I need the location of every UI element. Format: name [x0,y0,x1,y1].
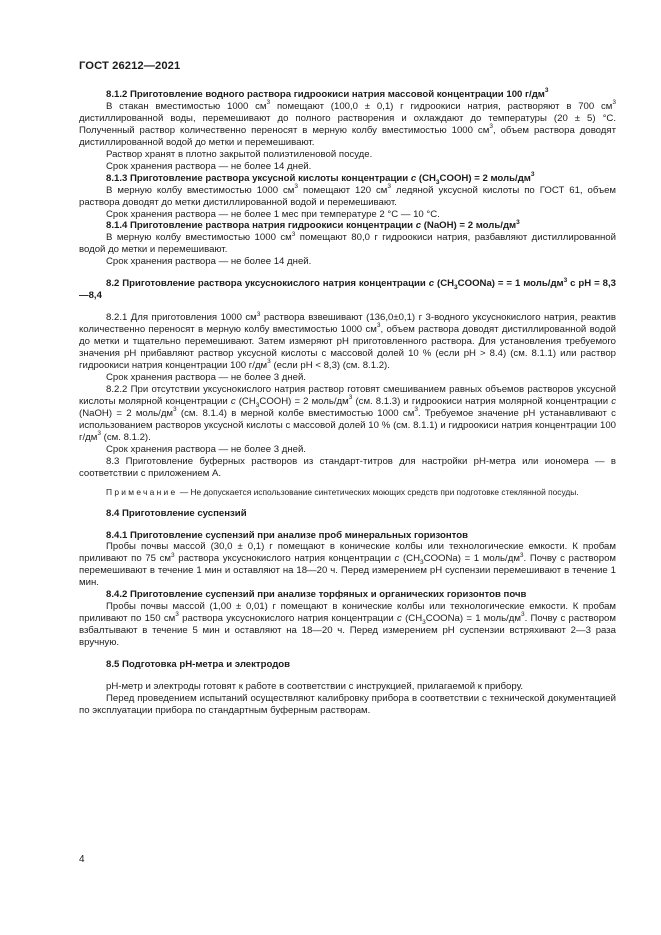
section-heading: 8.4 Приготовление суспензий [106,507,247,519]
body-paragraph: Пробы почвы массой (1,00 ± 0,01) г помещают в конические колбы или технологические емкости. К пробам приливают по 150 $см^3$ раствора уксуснокислого натрия концентрации c $(CH_3COONa) = 1$ моль/$дм^3$. Почву с раствором взбалтывают в течение 5 мин и оставляют на 18—20 ч. Перед измерением рН суспензии встряхивают 2—3 раза вручную. [79,601,616,649]
body-paragraph: Раствор хранят в плотно закрытой полиэтиленовой посуде. [106,148,373,160]
body-paragraph: Срок хранения раствора — не более 3 дней. [106,443,306,455]
document-body [79,89,616,717]
body-paragraph: Срок хранения раствора — не более 14 дней. [106,256,312,268]
section-heading: 8.1.4 Приготовление раствора натрия гидроокиси концентрации c (NaOH) = 2 моль/$дм^3$ [106,218,520,232]
body-paragraph: 8.2.2 При отсутствии уксуснокислого натрия раствор готовят смешиванием равных объемов растворов уксусной кислоты молярной концентрации c $(CH_3COOH) = 2$ моль/$дм^3$ (см. 8.1.3) и гидроокиси натрия молярной концентрации c (NaOH) = 2 моль/$дм^3$ (см. 8.1.4) в мерной колбе вместимостью 1000 $см^3$. Требуемое значение рН устанавливают с использованием растворов уксусной кислоты с массовой долей 10 % (см. 8.1.1) и гидроокиси натрия концентрации 100 $г/дм^3$ (см. 8.1.2). [79,383,616,443]
body-paragraph: 8.3 Приготовление буферных растворов из стандарт-титров для настройки рН-метра или иономера — в соответствии с приложением А. [79,455,616,479]
body-paragraph: Срок хранения раствора — не более 14 дней. [106,160,312,172]
body-paragraph: Срок хранения раствора — не более 1 мес при температуре 2 °С — 10 °С. [106,208,440,220]
body-paragraph: 8.2.1 Для приготовления 1000 $см^3$ раствора взвешивают (136,0±0,1) г 3-водного уксуснокислого натрия, реактив количественно переносят в мерную колбу вместимостью 1000 $см^3$, объем раствора доводят дистиллированной водой до метки и тщательно перемешивают. Затем измеряют рН приготовленного раствора. Для установления требуемого значения рН прибавляют раствор уксусной кислоты с массовой долей 10 % (если рН > 8.4) (см. 8.1.1) или раствор гидроокиси натрия концентрации 100 $г/дм^3$ (если рН < 8,3) (см. 8.1.2). [79,310,616,372]
body-paragraph: В мерную колбу вместимостью 1000 $см^3$ помещают 80,0 г гидроокиси натрия, разбавляют дистиллированной водой до метки и перемешивают. [79,230,616,256]
body-paragraph: Пробы почвы массой (30,0 ± 0,1) г помещают в конические колбы или технологические емкости. К пробам приливают по 75 $см^3$ раствора уксуснокислого натрия концентрации c $(CH_3COONa) = 1$ моль/$дм^3$. Почву с раствором перемешивают в течение 1 мин и оставляют на 18—20 ч. Перед измерением рН суспензии перемешивают в течение 1 мин. [79,541,617,589]
body-paragraph: Перед проведением испытаний осуществляют калибровку прибора в соответствии с технической документацией по эксплуатации прибора по стандартным буферным растворам. [79,692,616,716]
section-heading: 8.5 Подготовка рН-метра и электродов [106,659,291,671]
document-header: ГОСТ 26212—2021 [79,60,181,72]
body-paragraph: В мерную колбу вместимостью 1000 $см^3$ помещают 120 $см^3$ ледяной уксусной кислоты по ГОСТ 61, объем раствора доводят до метки дистиллированной водой и перемешивают. [79,182,616,208]
section-heading: 8.4.2 Приготовление суспензий при анализе торфяных и органических горизонтов почв [106,589,527,601]
body-paragraph: рН-метр и электроды готовят к работе в соответствии с инструкцией, прилагаемой к прибору. [106,680,524,692]
body-paragraph: Срок хранения раствора — не более 3 дней. [106,371,306,383]
page-number: 4 [79,854,85,865]
section-heading: 8.4.1 Приготовление суспензий при анализе проб минеральных горизонтов [106,529,468,541]
section-heading: 8.2 Приготовление раствора уксуснокислого натрия концентрации c $(CH_3COONa)$ = = 1 моль/$дм^3$ с рН = 8,3—8,4 [79,276,616,302]
body-paragraph: В стакан вместимостью 1000 $см^3$ помещают (100,0 ± 0,1) г гидроокиси натрия, растворяют в 700 $см^3$ дистиллированной воды, перемешивают до полного растворения и охлаждают до температуры (20 ± 5) °С. Полученный раствор количественно переносят в мерную колбу вместимостью 1000 $см^3$, объем раствора доводят дистиллированной водой до метки и перемешивают. [79,99,617,148]
section-heading: 8.1.3 Приготовление раствора уксусной кислоты концентрации c $(CH_3COOH) = 2$ моль/$дм^3$ [106,170,535,186]
section-heading: 8.1.2 Приготовление водного раствора гидроокиси натрия массовой концентрации 100 $г/дм^3$ [106,87,549,100]
note-paragraph: Примечание — Не допускается использование синтетических моющих средств при подготовке стеклянной посуды. [106,486,579,497]
